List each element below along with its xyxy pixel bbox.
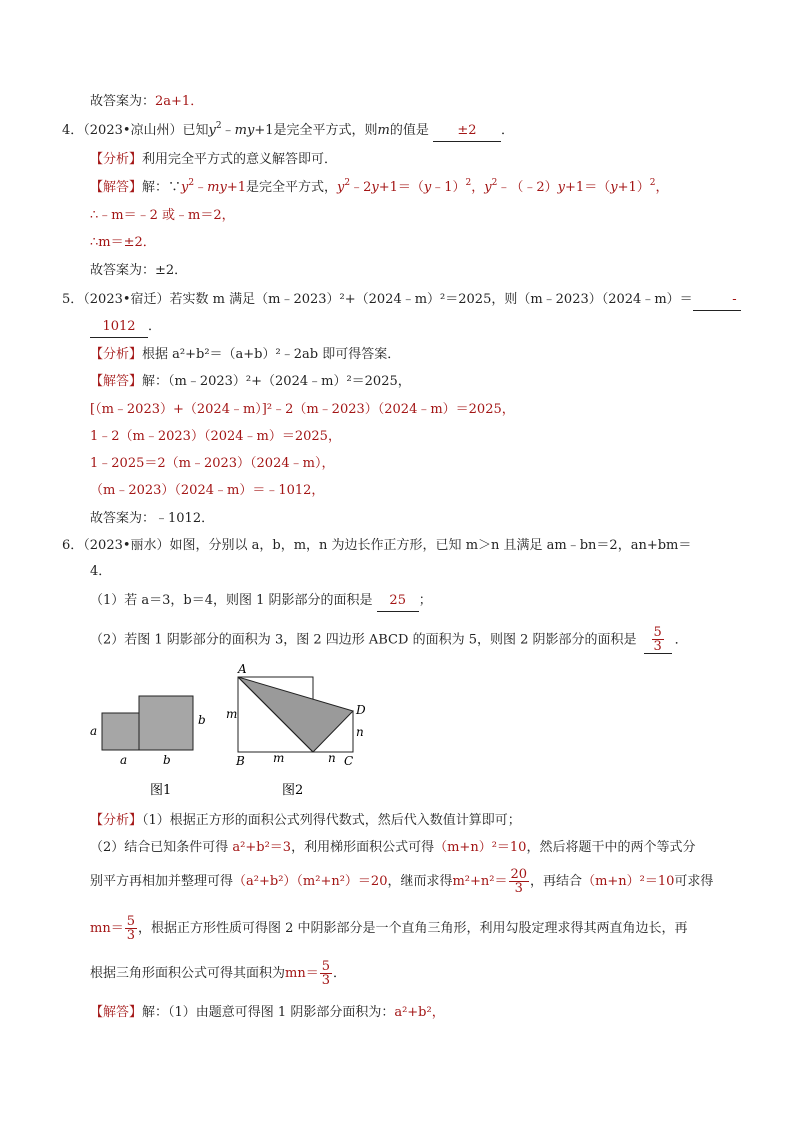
answer-value: 2a+1． bbox=[155, 94, 204, 109]
fig2-label-m-left: m bbox=[226, 707, 238, 721]
analysis-text: ，然后将题干中的两个等式分 bbox=[526, 840, 696, 855]
q4-stem-part: 4．（2023•凉山州）已知 bbox=[62, 123, 209, 138]
analysis-text: 根据三角形面积公式可得其面积为 bbox=[90, 966, 286, 981]
analysis-tag: 【分析】 bbox=[90, 813, 143, 828]
solution-tag: 【解答】 bbox=[90, 1005, 143, 1020]
q6-part2 bbox=[90, 626, 688, 654]
punct: ； bbox=[418, 593, 432, 608]
analysis-text: ，继而求得 bbox=[387, 874, 453, 889]
punct: ． bbox=[674, 632, 688, 648]
analysis-expr: （m+n）²＝10 bbox=[434, 840, 527, 855]
solution-text: 解：∵ bbox=[142, 180, 182, 195]
q5-analysis bbox=[90, 345, 400, 365]
punct: ． bbox=[333, 966, 347, 981]
q5-final: 故答案为：﹣1012． bbox=[90, 511, 215, 526]
q6-part1-text: （1）若 a＝3，b＝4，则图 1 阴影部分的面积是 bbox=[90, 593, 373, 608]
fig1-label-a-bottom: a bbox=[120, 753, 128, 767]
analysis-text: ，再结合 bbox=[530, 874, 583, 889]
solution-text: 是完全平方式， bbox=[245, 180, 337, 195]
fig2-label-C: C bbox=[344, 754, 354, 768]
q5-stem-text: 5．（2023•宿迁）若实数 m 满足（m﹣2023）²+（2024﹣m）²＝2025，则（m﹣2023）（2024﹣m）＝ bbox=[62, 292, 693, 307]
analysis-expr: a²+b²＝3 bbox=[232, 840, 292, 855]
fig2-label-B: B bbox=[236, 754, 245, 768]
frac-den: 3 bbox=[653, 639, 662, 654]
analysis-expr: （a²+b²）（m²+n²）＝20 bbox=[233, 874, 388, 889]
q4-analysis bbox=[90, 150, 337, 170]
fig2-caption: 图2 bbox=[282, 783, 304, 798]
fig1-caption: 图1 bbox=[150, 783, 172, 798]
fig2-label-A: A bbox=[238, 662, 247, 676]
q4-stem: 4．（2023•凉山州）已知$y^2﹣my+1$是完全平方式，则m的值是 ±2 ． bbox=[62, 121, 514, 142]
q6-analysis bbox=[90, 811, 521, 831]
analysis-text: 根据 a²+b²＝（a+b）²﹣2ab 即可得答案． bbox=[142, 347, 401, 362]
fig2-label-n-bottom: n bbox=[328, 751, 336, 765]
analysis-text: （1）根据正方形的面积公式列得代数式，然后代入数值计算即可； bbox=[142, 813, 521, 828]
analysis-expr: m²+n²＝ bbox=[452, 874, 508, 889]
analysis-text: （2）结合已知条件可得 bbox=[90, 840, 229, 855]
q4-answer: ±2 bbox=[433, 121, 501, 142]
q5-step: （m﹣2023）（2024﹣m）＝﹣1012， bbox=[90, 483, 325, 498]
q6-analysis-line bbox=[90, 915, 688, 942]
fig1-label-b-right: b bbox=[198, 713, 206, 727]
analysis-text: 利用完全平方式的意义解答即可． bbox=[142, 152, 338, 167]
q6-part1 bbox=[90, 591, 432, 612]
frac-den: 3 bbox=[514, 881, 523, 896]
q4-stem-part: 是完全平方式，则 bbox=[273, 123, 378, 138]
q6-part2-text: （2）若图 1 阴影部分的面积为 3，图 2 四边形 ABCD 的面积为 5，则图 2 阴影部分的面积是 bbox=[90, 632, 637, 648]
q6-part2-answer bbox=[641, 626, 675, 654]
analysis-text: 别平方再相加并整理可得 bbox=[90, 874, 234, 889]
solution-expr: a²+b²， bbox=[394, 1005, 445, 1020]
analysis-text: ，利用梯形面积公式可得 bbox=[291, 840, 435, 855]
frac-den: 3 bbox=[321, 973, 330, 988]
analysis-text: 可求得 bbox=[674, 874, 714, 889]
fig1-label-a-left: a bbox=[90, 724, 98, 738]
q6-analysis-line bbox=[90, 960, 346, 987]
fig1-square-b bbox=[139, 696, 193, 750]
intro-answer-line bbox=[90, 92, 203, 112]
fig2-label-D: D bbox=[356, 703, 366, 717]
q5-step: [（m﹣2023）+（2024﹣m）]²﹣2（m﹣2023）（2024﹣m）＝2025， bbox=[90, 402, 515, 417]
q4-stem-part: 的值是 bbox=[389, 123, 429, 138]
q4-step: ∴﹣m＝﹣2 或﹣m＝2， bbox=[90, 208, 235, 223]
q6-analysis-line bbox=[90, 868, 713, 895]
q5-stem bbox=[62, 290, 741, 311]
analysis-tag: 【分析】 bbox=[90, 152, 143, 167]
solution-step: 解：（m﹣2023）²+（2024﹣m）²＝2025， bbox=[142, 374, 411, 389]
analysis-expr: mn＝ bbox=[285, 966, 319, 981]
q5-solution bbox=[90, 372, 411, 392]
frac-den: 3 bbox=[126, 928, 135, 943]
solution-tag: 【解答】 bbox=[90, 180, 143, 195]
q6-solution bbox=[90, 1003, 445, 1023]
q5-answer-a: - bbox=[693, 290, 741, 311]
fig1 bbox=[90, 696, 206, 798]
frac-num: 5 bbox=[321, 959, 330, 974]
analysis-text: ，根据正方形性质可得图 2 中阴影部分是一个直角三角形，利用勾股定理求得其两直角边长，再 bbox=[137, 921, 688, 936]
analysis-expr: mn＝ bbox=[90, 921, 124, 936]
fig2 bbox=[226, 662, 366, 798]
analysis-expr: （m+n）²＝10 bbox=[582, 874, 675, 889]
frac-num: 5 bbox=[653, 625, 662, 640]
q6-stem: 6．（2023•丽水）如图，分别以 a，b，m，n 为边长作正方形，已知 m＞n 且满足 am﹣bn＝2，an+bm＝ bbox=[62, 538, 692, 553]
fig1-label-b-bottom: b bbox=[163, 753, 171, 767]
q5-step: 1﹣2025＝2（m﹣2023）（2024﹣m）， bbox=[90, 456, 335, 471]
q6-part1-answer: 25 bbox=[377, 591, 419, 612]
fig2-shaded-triangle bbox=[238, 677, 353, 752]
q5-answer-b: 1012 bbox=[90, 317, 148, 338]
q4-step: ∴m＝±2． bbox=[90, 235, 156, 250]
frac-num: 20 bbox=[510, 867, 528, 882]
q6-stem-cont: 4． bbox=[90, 564, 112, 579]
q4-final: 故答案为：±2． bbox=[90, 263, 188, 278]
q5-step: 1﹣2（m﹣2023）（2024﹣m）＝2025， bbox=[90, 429, 341, 444]
fig1-square-a bbox=[102, 713, 139, 750]
analysis-tag: 【分析】 bbox=[90, 347, 143, 362]
answer-label: 故答案为： bbox=[90, 94, 156, 109]
q4-solution: 【解答】解：$\because y^2﹣my+1$是完全平方式，$y^2﹣2y+1=(y﹣1)^2$，$y^2﹣(﹣2)y+1=(y+1)^2$， bbox=[90, 178, 669, 195]
q6-analysis-line bbox=[90, 838, 695, 858]
frac-num: 5 bbox=[126, 914, 135, 929]
solution-tag: 【解答】 bbox=[90, 374, 143, 389]
fig2-label-m-bottom: m bbox=[273, 751, 285, 765]
fig2-label-n-right: n bbox=[356, 725, 364, 739]
q5-stem-cont: 1012 ． bbox=[90, 317, 161, 338]
solution-text: 解：（1）由题意可得图 1 阴影部分面积为： bbox=[142, 1005, 395, 1020]
q6-figures bbox=[80, 660, 380, 800]
